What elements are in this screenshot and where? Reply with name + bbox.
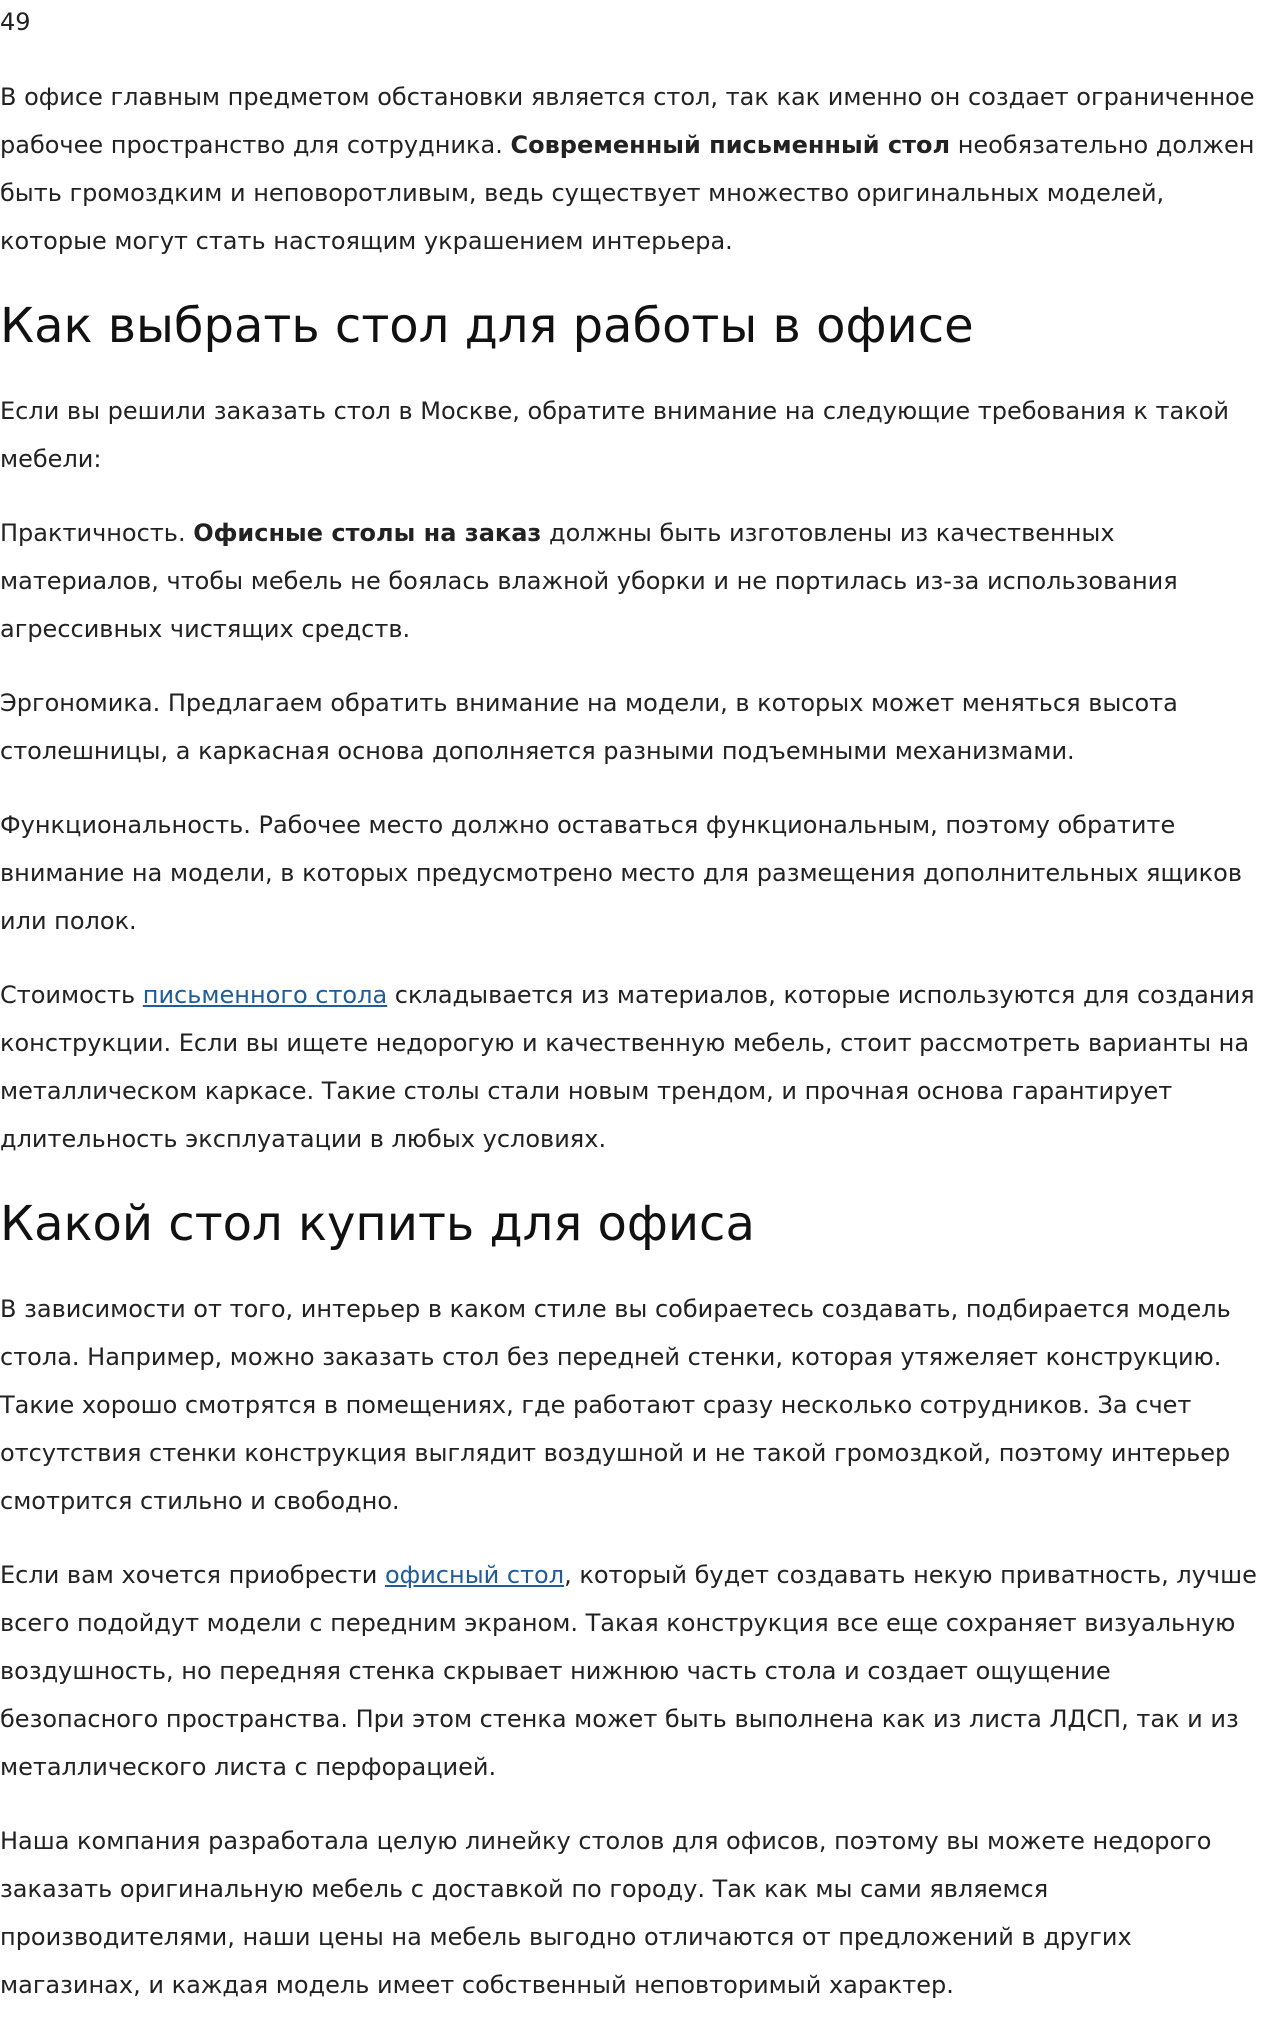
heading-which-desk: Какой стол купить для офиса: [0, 1196, 755, 1252]
requirements-lead: Если вы решили заказать стол в Москве, обратите внимание на следующие требования к такой мебели:: [0, 397, 1230, 473]
privacy-text-end: , который будет создавать некую приватность, лучше всего подойдут модели с передним экраном. Такая конструкция все еще сохраняет визуальную воздушность, но передняя стенка скрывает нижнюю часть стола и создает ощущение безопасного пространства. При этом стенка может быть выполнена как из листа ЛДСП, так и из металлического листа с перфорацией.: [0, 1561, 1257, 1781]
privacy-paragraph: [0, 1551, 1268, 1791]
privacy-text-start: Если вам хочется приобрести: [0, 1561, 385, 1589]
cost-text-start: Стоимость: [0, 981, 143, 1009]
practicality-paragraph: [0, 509, 1268, 653]
practicality-text: должны быть изготовлены из качественных материалов, чтобы мебель не боялась влажной уборки и не портилась из-за использования агрессивных чистящих средств.: [0, 519, 1178, 643]
office-desk-link[interactable]: офисный стол: [385, 1561, 565, 1589]
page-number: 49: [0, 8, 31, 36]
article-body: [0, 73, 1268, 2035]
intro-text-end: необязательно должен быть громоздким и неповоротливым, ведь существует множество оригинальных моделей, которые могут стать настоящим украшением интерьера.: [0, 131, 1255, 255]
practicality-label: Практичность.: [0, 519, 194, 547]
writing-desk-link[interactable]: письменного стола: [142, 981, 388, 1009]
ergonomics-paragraph: Эргономика. Предлагаем обратить внимание на модели, в которых может меняться высота столешницы, а каркасная основа дополняется разными подъемными механизмами.: [0, 689, 1178, 765]
company-paragraph: Наша компания разработала целую линейку столов для офисов, поэтому вы можете недорого заказать оригинальную мебель с доставкой по городу. Так как мы сами являемся производителями, наши цены на мебель выгодно отличаются от предложений в других магазинах, и каждая модель имеет собственный неповторимый характер.: [0, 1827, 1212, 1999]
functionality-paragraph: Функциональность. Рабочее место должно оставаться функциональным, поэтому обратите внимание на модели, в которых предусмотрено место для размещения дополнительных ящиков или полок.: [0, 811, 1242, 935]
heading-how-to-choose: Как выбрать стол для работы в офисе: [0, 298, 974, 354]
intro-bold-phrase: Современный письменный стол: [510, 131, 951, 159]
cost-paragraph: [0, 971, 1268, 1163]
cost-text-end: складывается из материалов, которые используются для создания конструкции. Если вы ищете недорогую и качественную мебель, стоит рассмотреть варианты на металлическом каркасе. Такие столы стали новым трендом, и прочная основа гарантирует длительность эксплуатации в любых условиях.: [0, 981, 1255, 1153]
practicality-bold-phrase: Офисные столы на заказ: [193, 519, 542, 547]
intro-text-start: В офисе главным предметом обстановки является стол, так как именно он создает ограниченное рабочее пространство для сотрудника.: [0, 83, 1255, 159]
intro-paragraph: [0, 73, 1268, 265]
style-paragraph: В зависимости от того, интерьер в каком стиле вы собираетесь создавать, подбирается модель стола. Например, можно заказать стол без передней стенки, которая утяжеляет конструкцию. Такие хорошо смотрятся в помещениях, где работают сразу несколько сотрудников. За счет отсутствия стенки конструкция выглядит воздушной и не такой громоздкой, поэтому интерьер смотрится стильно и свободно.: [0, 1295, 1231, 1515]
